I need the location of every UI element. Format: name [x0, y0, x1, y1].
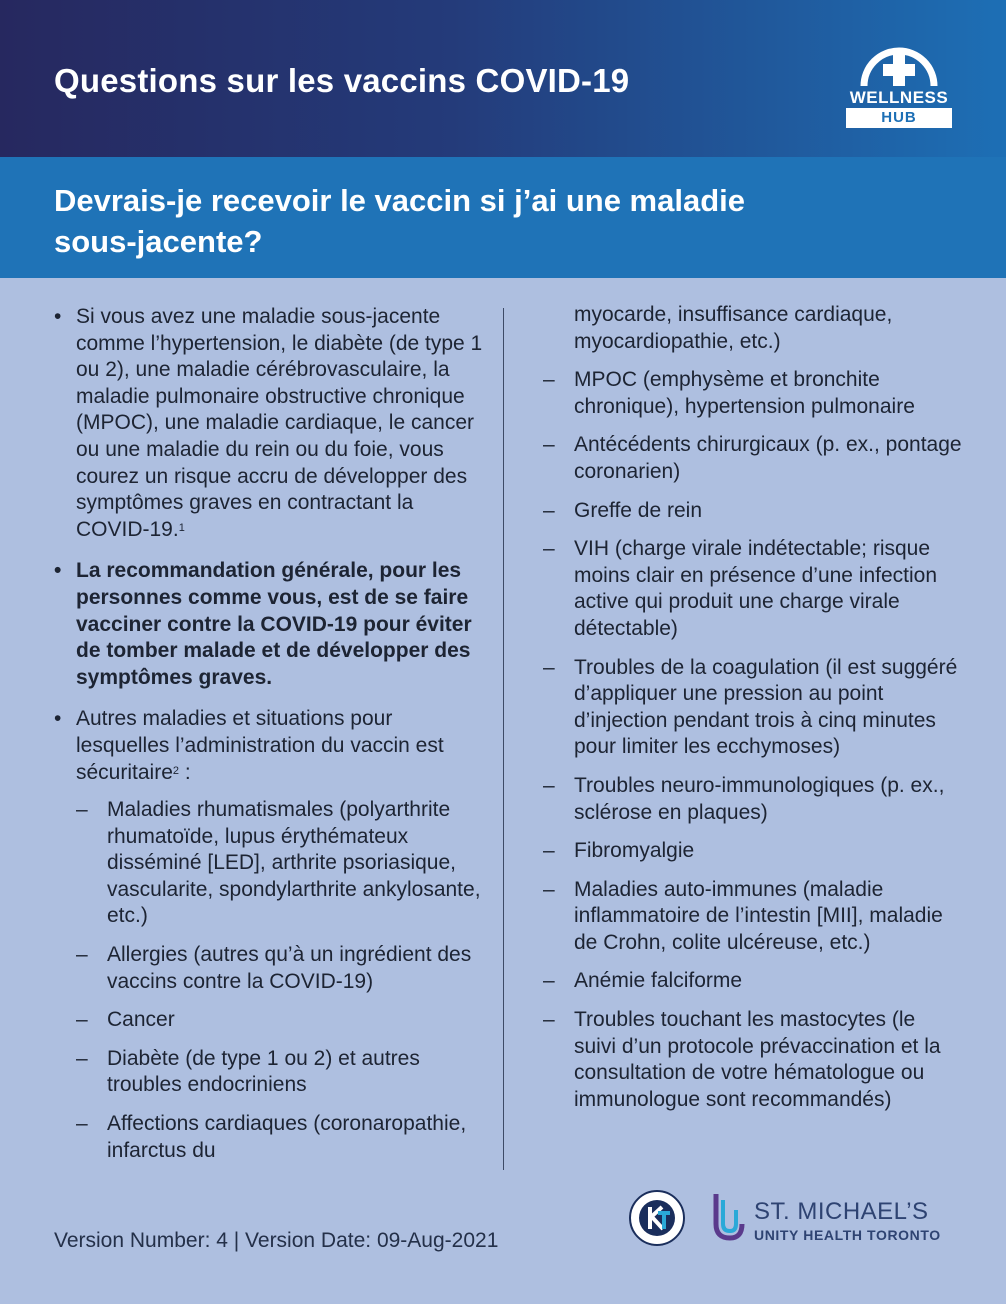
list-item: – Greffe de rein: [543, 498, 963, 525]
list-item: – Anémie falciforme: [543, 968, 963, 995]
question-line-2: sous-jacente?: [54, 224, 263, 259]
list-item: – Diabète (de type 1 ou 2) et autres troubles endocriniens: [76, 1046, 484, 1099]
footnote-ref-2: 2: [172, 764, 179, 777]
bullet-other-conditions-text: Autres maladies et situations pour lesquelles l’administration du vaccin est sécuritaire: [76, 707, 444, 784]
list-item: – Maladies auto-immunes (maladie inflammatoire de l’intestin [MII], maladie de Crohn, colite ulcéreuse, etc.): [543, 877, 963, 957]
list-item: – VIH (charge virale indétectable; risque moins clair en présence d’une infection active qui produit une charge virale détectable): [543, 536, 963, 642]
partner-subtitle: UNITY HEALTH TORONTO: [754, 1227, 941, 1243]
list-item: – Allergies (autres qu’à un ingrédient des vaccins contre la COVID-19): [76, 942, 484, 995]
bullet-recommendation: • La recommandation générale, pour les personnes comme vous, est de se faire vacciner contre la COVID-19 pour éviter de tomber malade et de développer des symptômes graves.: [54, 558, 484, 691]
list-item: – Affections cardiaques (coronaropathie, infarctus du: [76, 1111, 484, 1164]
list-item: – Troubles de la coagulation (il est suggéré d’appliquer une pression au point d’injection pendant trois à cinq minutes pour limiter les ecchymoses): [543, 655, 963, 761]
list-item: – Cancer: [76, 1007, 484, 1034]
list-item: – Fibromyalgie: [543, 838, 963, 865]
question-line-1: Devrais-je recevoir le vaccin si j’ai une maladie: [54, 183, 745, 218]
question-band: [0, 157, 1006, 278]
list-item: – Maladies rhumatismales (polyarthrite rhumatoïde, lupus érythémateux disséminé [LED], arthrite psoriasique, vascularite, spondylarthrite ankylosante, etc.): [76, 797, 484, 930]
left-column: [54, 304, 484, 1176]
logo-hub-label: HUB: [846, 108, 952, 128]
bullet-other-conditions: [54, 706, 484, 786]
bullet-risk-text: Si vous avez une maladie sous-jacente comme l’hypertension, le diabète (de type 1 ou 2), une maladie cérébrovasculaire, la maladie pulmonaire obstructive chronique (MPOC), une maladie cardiaque, le cancer ou une maladie du rein ou du foie, vous courez un risque accru de développer des symptômes graves en contractant la COVID-19.: [76, 305, 483, 541]
logo-wordmark: WELLNESS: [849, 88, 949, 107]
conditions-list-left: [76, 797, 484, 1164]
knowledge-translation-logo: [628, 1189, 686, 1247]
list-item: – Troubles neuro-immunologiques (p. ex., sclérose en plaques): [543, 773, 963, 826]
st-michaels-logo-mark: [710, 1190, 748, 1242]
column-divider: [503, 308, 504, 1170]
header-band: [0, 0, 1006, 157]
list-item: – MPOC (emphysème et bronchite chronique), hypertension pulmonaire: [543, 367, 963, 420]
page-title: Questions sur les vaccins COVID-19: [54, 62, 630, 99]
bullet-risk: [54, 304, 484, 543]
footnote-ref-1: 1: [178, 521, 185, 534]
plus-arch-icon: [846, 36, 952, 88]
version-info: Version Number: 4 | Version Date: 09-Aug-2021: [54, 1229, 499, 1252]
right-column: [543, 302, 963, 1125]
question-heading: [54, 180, 914, 262]
bullet-other-conditions-colon: :: [179, 760, 191, 784]
list-item: – Troubles touchant les mastocytes (le suivi d’un protocole prévaccination et la consultation de votre hématologue ou immunologue sont recommandés): [543, 1007, 963, 1113]
list-item: – Antécédents chirurgicaux (p. ex., pontage coronarien): [543, 432, 963, 485]
partner-name: ST. MICHAEL’S: [754, 1198, 929, 1225]
wellness-hub-logo: [846, 36, 952, 128]
list-item-continuation: myocarde, insuffisance cardiaque, myocardiopathie, etc.): [574, 303, 893, 353]
